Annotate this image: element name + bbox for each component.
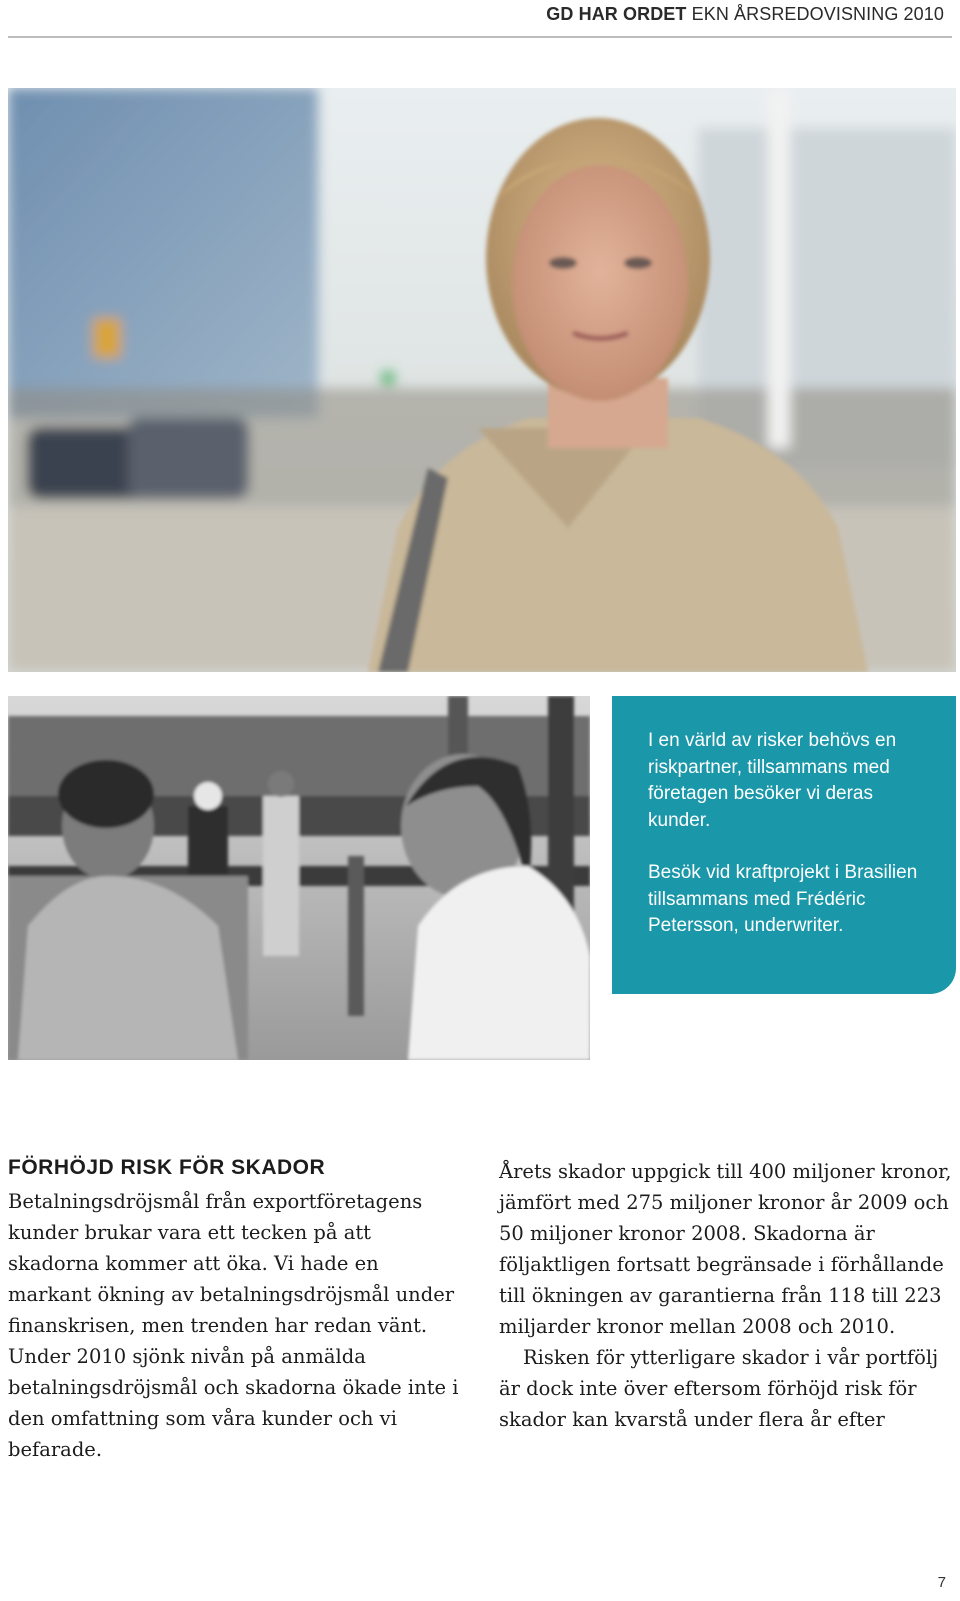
page-header xyxy=(546,4,944,25)
article-column-right xyxy=(499,1156,959,1435)
header-report-title: EKN ÅRSREDOVISNING 2010 xyxy=(691,4,944,24)
site-visit-photo-illustration xyxy=(8,696,590,1060)
page-number: 7 xyxy=(937,1574,946,1591)
caption-paragraph: Besök vid kraftprojekt i Brasilien tillsammans med Frédéric Petersson, underwriter. xyxy=(648,862,918,936)
header-rule xyxy=(8,36,952,38)
body-paragraph: Årets skador uppgick till 400 miljoner kronor, jämfört med 275 miljoner kronor år 2009 och 50 miljoner kronor 2008. Skadorna är följaktligen fortsatt begränsade i förhållande till ökningen av garantierna från 118 till 223 miljarder kronor mellan 2008 och 2010. xyxy=(499,1160,952,1338)
body-paragraph: Risken för ytterligare skador i vår portfölj är dock inte över eftersom förhöjd risk för skador kan kvarstå under flera år efter xyxy=(499,1346,939,1431)
site-visit-photo xyxy=(8,696,590,1060)
article-column-left xyxy=(8,1186,468,1465)
portrait-photo xyxy=(8,88,956,672)
portrait-photo-illustration xyxy=(8,88,956,672)
body-paragraph: Betalningsdröjsmål från exportföretagens kunder brukar vara ett tecken på att skadorna kommer att öka. Vi hade en markant ökning av betalningsdröjsmål under finanskrisen, men trenden har redan vänt. Under 2010 sjönk nivån på anmälda betalningsdröjsmål och skadorna ökade inte i den omfattning som våra kunder och vi befarade. xyxy=(8,1190,459,1461)
section-heading: FÖRHÖJD RISK FÖR SKADOR xyxy=(8,1156,326,1179)
photo-caption-box xyxy=(612,696,956,994)
header-section-title: GD HAR ORDET xyxy=(546,4,687,24)
caption-paragraph: I en värld av risker behövs en riskpartner, tillsammans med företagen besöker vi deras kunder. xyxy=(648,730,897,831)
